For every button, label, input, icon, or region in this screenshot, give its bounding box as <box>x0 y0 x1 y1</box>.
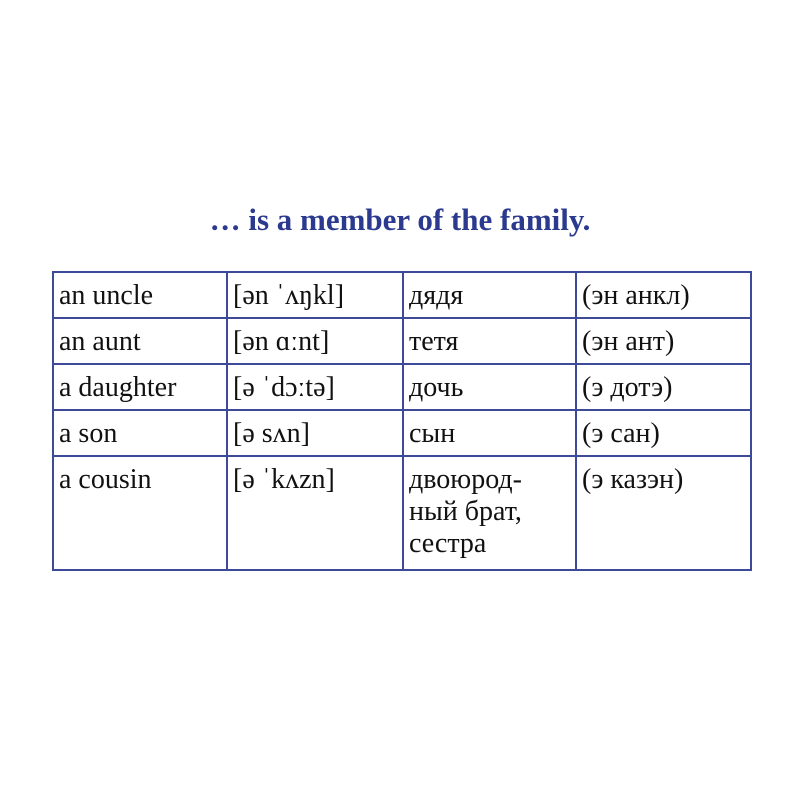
transcription-cell: [ən ɑːnt] <box>227 318 403 364</box>
table-row <box>53 364 751 410</box>
pronunciation-cell: (эн анкл) <box>576 272 751 318</box>
transcription-cell: [ə ˈdɔːtə] <box>227 364 403 410</box>
pronunciation-cell: (э казэн) <box>576 456 751 570</box>
english-word-cell: a cousin <box>53 456 227 570</box>
pronunciation-cell: (эн ант) <box>576 318 751 364</box>
english-word-cell: an aunt <box>53 318 227 364</box>
transcription-cell: [ən ˈʌŋkl] <box>227 272 403 318</box>
russian-translation-cell: дядя <box>403 272 576 318</box>
english-word-cell: a son <box>53 410 227 456</box>
russian-translation-cell: дочь <box>403 364 576 410</box>
table-row <box>53 456 751 570</box>
pronunciation-cell: (э дотэ) <box>576 364 751 410</box>
transcription-cell: [ə sʌn] <box>227 410 403 456</box>
slide-title: … is a member of the family. <box>209 202 591 237</box>
english-word-cell: a daughter <box>53 364 227 410</box>
russian-translation-cell: двоюрод- ный брат, сестра <box>403 456 576 570</box>
pronunciation-cell: (э сан) <box>576 410 751 456</box>
table-row <box>53 318 751 364</box>
table-row <box>53 272 751 318</box>
table-row <box>53 410 751 456</box>
russian-translation-cell: сын <box>403 410 576 456</box>
transcription-cell: [ə ˈkʌzn] <box>227 456 403 570</box>
english-word-cell: an uncle <box>53 272 227 318</box>
vocabulary-table <box>52 271 752 571</box>
russian-translation-cell: тетя <box>403 318 576 364</box>
